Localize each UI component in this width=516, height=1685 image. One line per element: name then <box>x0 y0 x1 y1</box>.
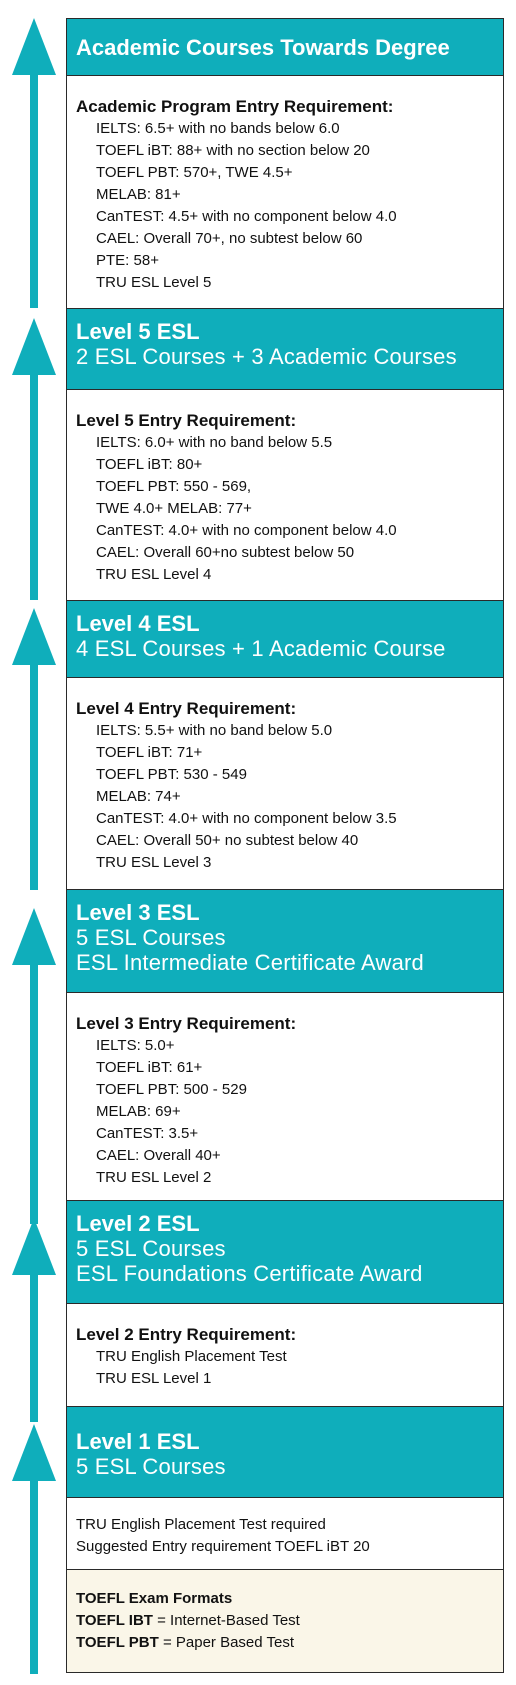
requirement-item: IELTS: 5.5+ with no band below 5.0 <box>96 722 333 739</box>
requirement-item: TOEFL PBT: 570+, TWE 4.5+ <box>96 164 293 181</box>
requirement-item: TRU ESL Level 3 <box>96 854 212 871</box>
level1-header-title: Level 1 ESL <box>76 1429 200 1454</box>
requirement-item: PTE: 58+ <box>96 252 159 269</box>
academic-requirements <box>66 75 504 309</box>
toefl-formats-title: TOEFL Exam Formats <box>76 1590 233 1607</box>
requirement-item: MELAB: 69+ <box>96 1103 181 1120</box>
level3-header <box>66 889 504 993</box>
toefl-pbt-definition <box>76 1632 495 1654</box>
progression-arrows <box>0 0 62 1685</box>
requirement-item: IELTS: 5.0+ <box>96 1037 175 1054</box>
requirement-item: TOEFL PBT: 530 - 549 <box>96 766 247 783</box>
level1-requirements <box>66 1497 504 1570</box>
level2-header-subtitle: 5 ESL Courses <box>76 1236 226 1261</box>
requirement-item: TRU ESL Level 4 <box>96 566 212 583</box>
level4-header-title: Level 4 ESL <box>76 611 200 636</box>
requirement-item: CAEL: Overall 50+ no subtest below 40 <box>96 832 359 849</box>
academic-header-text: Academic Courses Towards Degree <box>76 35 450 60</box>
level2-requirements <box>66 1303 504 1407</box>
arrow-shaft-level4 <box>30 662 38 890</box>
level1-header <box>66 1406 504 1498</box>
arrow-shaft-level1 <box>30 1478 38 1674</box>
level2-header-title: Level 2 ESL <box>76 1211 200 1236</box>
requirement-item: CanTEST: 4.0+ with no component below 4.0 <box>96 522 397 539</box>
level5-requirements-title: Level 5 Entry Requirement: <box>76 411 297 430</box>
level3-requirements-list <box>76 1035 495 1189</box>
arrow-head-level2 <box>12 1218 56 1275</box>
requirement-item: TOEFL PBT: 500 - 529 <box>96 1081 247 1098</box>
level5-header-title: Level 5 ESL <box>76 319 200 344</box>
toefl-ibt-definition <box>76 1610 495 1632</box>
arrow-head-academic <box>12 18 56 75</box>
requirement-item: IELTS: 6.0+ with no band below 5.5 <box>96 434 333 451</box>
requirement-item: IELTS: 6.5+ with no bands below 6.0 <box>96 120 340 137</box>
requirement-item: TOEFL iBT: 71+ <box>96 744 203 761</box>
requirement-item: TOEFL PBT: 550 - 569, <box>96 478 252 495</box>
requirement-item: CAEL: Overall 70+, no subtest below 60 <box>96 230 363 247</box>
level4-requirements <box>66 677 504 890</box>
level1-header-subtitle: 5 ESL Courses <box>76 1454 226 1479</box>
level3-header-certificate: ESL Intermediate Certificate Award <box>76 950 424 975</box>
toefl-ibt-term: TOEFL IBT <box>76 1612 153 1629</box>
arrow-shaft-level2 <box>30 1272 38 1422</box>
level3-requirements-title: Level 3 Entry Requirement: <box>76 1014 297 1033</box>
arrow-head-level1 <box>12 1424 56 1481</box>
arrow-head-level5 <box>12 318 56 375</box>
requirement-item: TRU ESL Level 1 <box>96 1370 212 1387</box>
requirement-item: TWE 4.0+ MELAB: 77+ <box>96 500 252 517</box>
level3-header-title: Level 3 ESL <box>76 900 200 925</box>
requirement-item: MELAB: 81+ <box>96 186 181 203</box>
arrow-shaft-level3 <box>30 962 38 1224</box>
level5-header-subtitle: 2 ESL Courses + 3 Academic Courses <box>76 344 457 369</box>
toefl-pbt-meaning: = Paper Based Test <box>158 1634 295 1651</box>
arrow-shaft-level5 <box>30 372 38 600</box>
arrow-head-level4 <box>12 608 56 665</box>
toefl-pbt-term: TOEFL PBT <box>76 1634 159 1651</box>
level5-requirements-list <box>76 432 495 586</box>
requirement-item: TOEFL iBT: 61+ <box>96 1059 203 1076</box>
requirement-item: CAEL: Overall 60+no subtest below 50 <box>96 544 355 561</box>
requirement-item: TOEFL iBT: 80+ <box>96 456 203 473</box>
level2-header <box>66 1200 504 1304</box>
toefl-formats-note <box>66 1569 504 1673</box>
level5-header <box>66 308 504 390</box>
requirement-item: TRU English Placement Test <box>96 1348 287 1365</box>
level2-requirements-list <box>76 1346 495 1390</box>
requirement-item: TRU ESL Level 2 <box>96 1169 212 1186</box>
toefl-ibt-meaning: = Internet-Based Test <box>152 1612 300 1629</box>
level2-requirements-title: Level 2 Entry Requirement: <box>76 1325 297 1344</box>
requirement-item: TRU ESL Level 5 <box>96 274 212 291</box>
level3-header-subtitle: 5 ESL Courses <box>76 925 226 950</box>
level4-requirements-title: Level 4 Entry Requirement: <box>76 699 297 718</box>
level4-requirements-list <box>76 720 495 874</box>
level4-header <box>66 600 504 678</box>
academic-requirements-title: Academic Program Entry Requirement: <box>76 97 394 116</box>
level3-requirements <box>66 992 504 1201</box>
requirement-item: MELAB: 74+ <box>96 788 181 805</box>
level1-requirement-line: TRU English Placement Test required <box>76 1516 326 1533</box>
academic-header <box>66 18 504 76</box>
level2-header-certificate: ESL Foundations Certificate Award <box>76 1261 423 1286</box>
arrow-head-level3 <box>12 908 56 965</box>
level4-header-subtitle: 4 ESL Courses + 1 Academic Course <box>76 636 446 661</box>
requirement-item: CAEL: Overall 40+ <box>96 1147 221 1164</box>
arrow-shaft-academic <box>30 72 38 308</box>
requirement-item: TOEFL iBT: 88+ with no section below 20 <box>96 142 370 159</box>
requirement-item: CanTEST: 3.5+ <box>96 1125 199 1142</box>
requirement-item: CanTEST: 4.0+ with no component below 3.5 <box>96 810 397 827</box>
level1-requirement-line: Suggested Entry requirement TOEFL iBT 20 <box>76 1538 370 1555</box>
requirement-item: CanTEST: 4.5+ with no component below 4.0 <box>96 208 397 225</box>
level5-requirements <box>66 389 504 601</box>
academic-requirements-list <box>76 118 495 294</box>
